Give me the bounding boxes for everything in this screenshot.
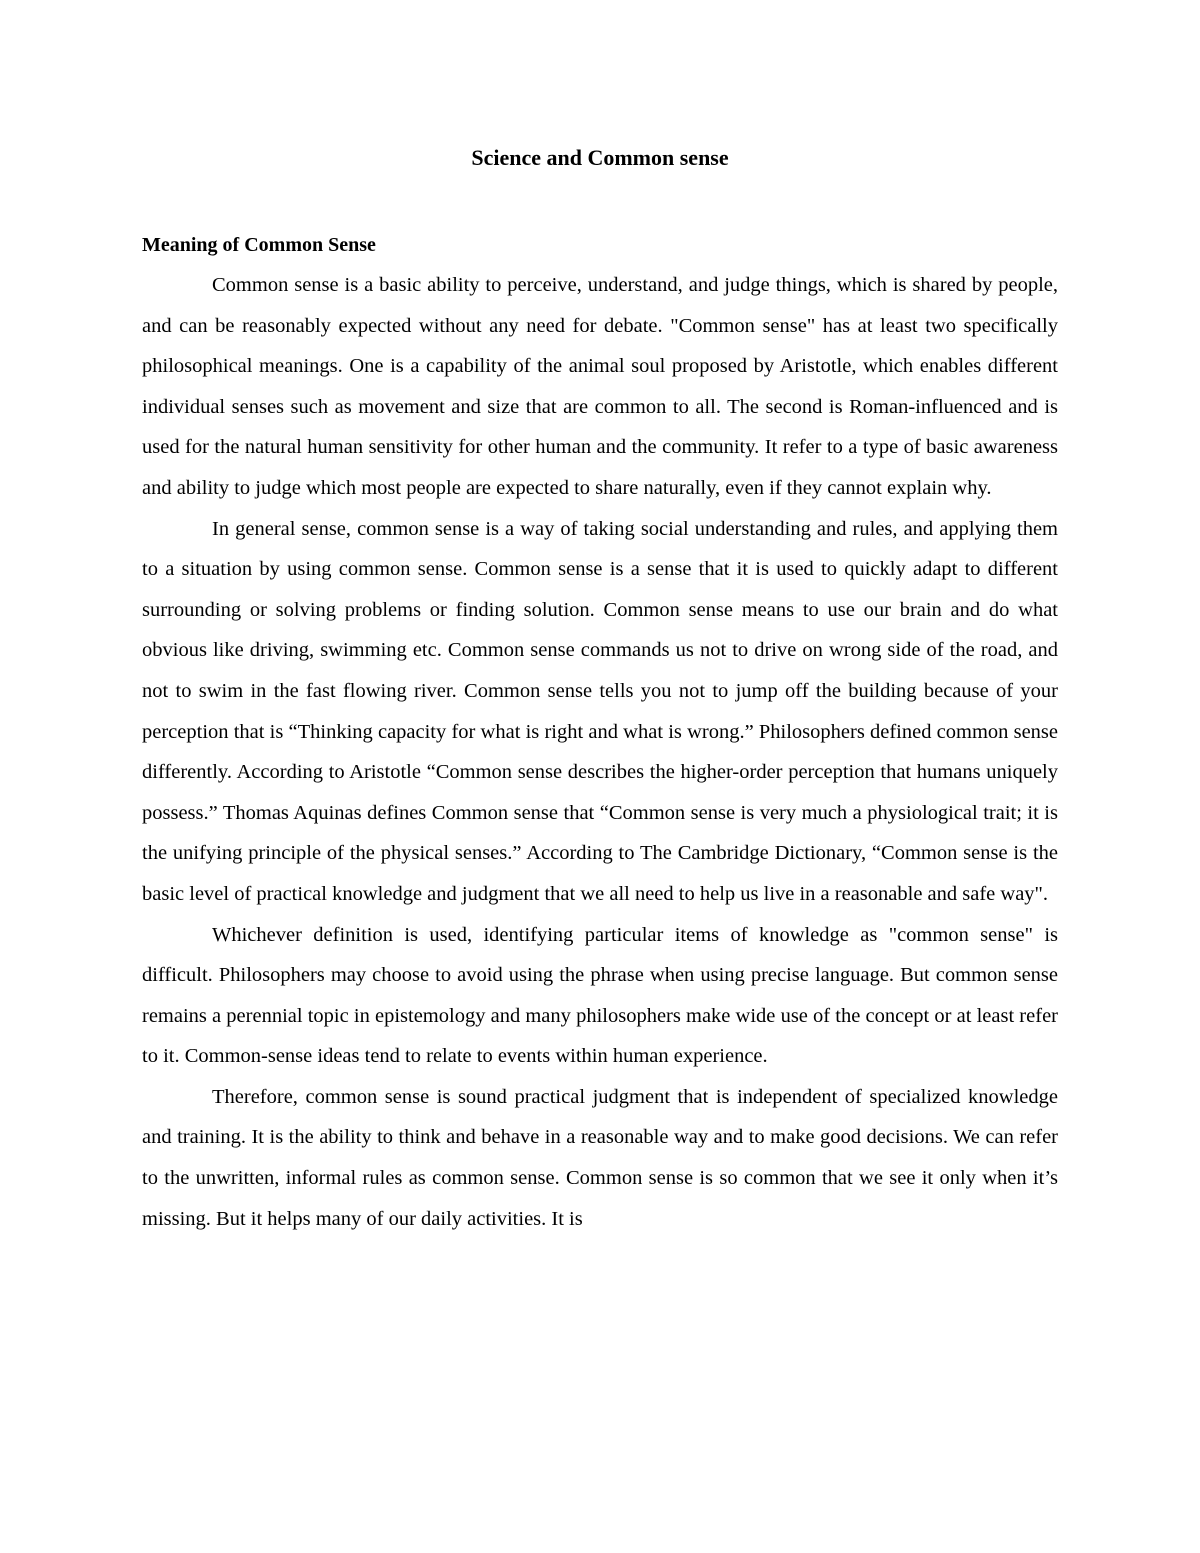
paragraph: In general sense, common sense is a way of taking social understanding and rules, and applying them to a situation by using common sense. Common sense is a sense that it is used to quickly adapt to different surrounding or solving problems or finding solution. Common sense means to use our brain and do what obvious like driving, swimming etc. Common sense commands us not to drive on wrong side of the road, and not to swim in the fast flowing river. Common sense tells you not to jump off the building because of your perception that is “Thinking capacity for what is right and what is wrong.” Philosophers defined common sense differently. According to Aristotle “Common sense describes the higher-order perception that humans uniquely possess.” Thomas Aquinas defines Common sense that “Common sense is very much a physiological trait; it is the unifying principle of the physical senses.” According to The Cambridge Dictionary, “Common sense is the basic level of practical knowledge and judgment that we all need to help us live in a reasonable and safe way".: [142, 517, 1058, 905]
paragraph: Common sense is a basic ability to perceive, understand, and judge things, which is shared by people, and can be reasonably expected without any need for debate. "Common sense" has at least two specifically philosophical meanings. One is a capability of the animal soul proposed by Aristotle, which enables different individual senses such as movement and size that are common to all. The second is Roman-influenced and is used for the natural human sensitivity for other human and the community. It refer to a type of basic awareness and ability to judge which most people are expected to share naturally, even if they cannot explain why.: [142, 274, 1058, 499]
body-text: [142, 265, 1058, 1239]
section-heading: Meaning of Common Sense: [142, 234, 376, 256]
document-title: Science and Common sense: [471, 145, 729, 170]
paragraph: Therefore, common sense is sound practical judgment that is independent of specialized knowledge and training. It is the ability to think and behave in a reasonable way and to make good decisions. We can refer to the unwritten, informal rules as common sense. Common sense is so common that we see it only when it’s missing. But it helps many of our daily activities. It is: [142, 1085, 1058, 1230]
paragraph: Whichever definition is used, identifying particular items of knowledge as "common sense" is difficult. Philosophers may choose to avoid using the phrase when using precise language. But common sense remains a perennial topic in epistemology and many philosophers make wide use of the concept or at least refer to it. Common-sense ideas tend to relate to events within human experience.: [142, 923, 1058, 1068]
